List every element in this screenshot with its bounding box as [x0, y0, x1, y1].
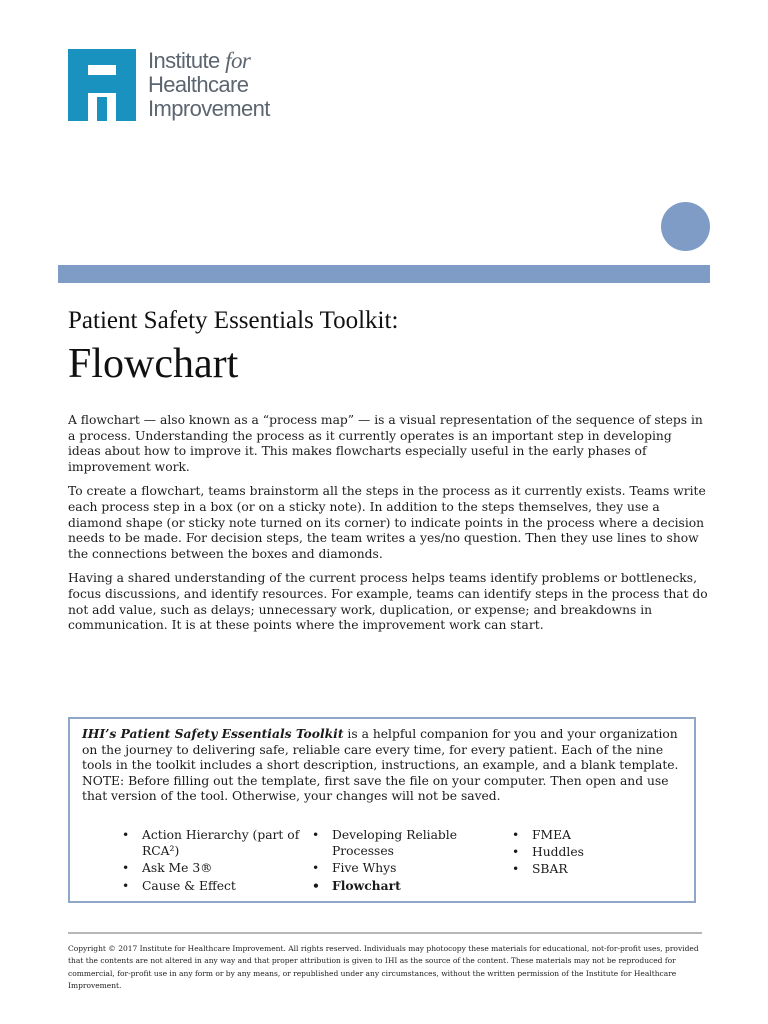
tool-item: • Five Whys [312, 860, 502, 876]
toolkit-name: IHI’s Patient Safety Essentials Toolkit [82, 726, 344, 741]
logo-line-3: Improvement [148, 96, 270, 121]
tool-list-column-3 [512, 827, 662, 879]
ihi-logo [68, 49, 298, 123]
document-subtitle: Patient Safety Essentials Toolkit: [68, 307, 399, 334]
tool-item: • Cause & Effect [122, 878, 312, 894]
tool-item: • Ask Me 3® [122, 860, 312, 876]
paragraph: A flowchart — also known as a “process map” — is a visual representation of the sequence of steps in a process. Understanding the process as it currently operates is an important step in developing ideas about how to improve it. This makes flowcharts especially useful in the early phases of improvement work. [68, 413, 703, 474]
ihi-logo-mark-icon [68, 49, 136, 121]
logo-for: for [225, 48, 251, 73]
logo-wordmark [148, 49, 270, 121]
paragraph: To create a flowchart, teams brainstorm all the steps in the process as it currently exists. Teams write each process step in a box (or on a sticky note). In addition to the steps themselves, they use a diamond shape (or sticky note turned on its corner) to indicate points in the process where a decision needs to be made. For decision steps, the team writes a yes/no question. Then they use lines to show the connections between the boxes and diamonds. [68, 484, 706, 561]
logo-line-1: Institute [148, 48, 220, 73]
tool-item-current: • Flowchart [312, 878, 502, 894]
paragraph: Having a shared understanding of the current process helps teams identify problems or bottlenecks, focus discussions, and identify resources. For example, teams can identify steps in the process that do not add value, such as delays; unnecessary work, duplication, or expense; and breakdowns in communication. It is at these points where the improvement work can start. [68, 571, 708, 633]
document-title: Flowchart [68, 341, 239, 387]
toolkit-intro-text: is a helpful companion for you and your organization on the journey to delivering safe, reliable care every time, for every patient. Each of the nine tools in the toolkit includes a short description, instructions, an example, and a blank template. NOTE: Before filling out the template, first save the file on your computer. Then open and use that version of the tool. Otherwise, your changes will not be saved. [82, 727, 679, 804]
tool-item: • SBAR [512, 861, 662, 877]
logo-line-2: Healthcare [148, 72, 249, 97]
tool-list-column-1 [122, 827, 312, 895]
body-text [68, 413, 708, 643]
tool-item: • Action Hierarchy (part of RCA²) [122, 827, 312, 859]
decorative-circle [661, 202, 710, 251]
footer-divider [68, 932, 702, 934]
tool-item: • Huddles [512, 844, 662, 860]
tool-list-column-2 [312, 827, 502, 895]
tool-item: • FMEA [512, 827, 662, 843]
header-band [58, 265, 710, 283]
toolkit-intro [82, 726, 682, 805]
toolkit-info-box [68, 717, 696, 903]
copyright-notice: Copyright © 2017 Institute for Healthcare Improvement. All rights reserved. Individuals may photocopy these materials for educational, not-for-profit uses, provided that the contents are not altered in any way and that proper attribution is given to IHI as the source of the content. These materials may not be reproduced for commercial, for-profit use in any form or by any means, or republished under any circumstances, without the written permission of the Institute for Healthcare Improvement. [68, 944, 699, 991]
tool-item: • Developing Reliable Processes [312, 827, 502, 859]
